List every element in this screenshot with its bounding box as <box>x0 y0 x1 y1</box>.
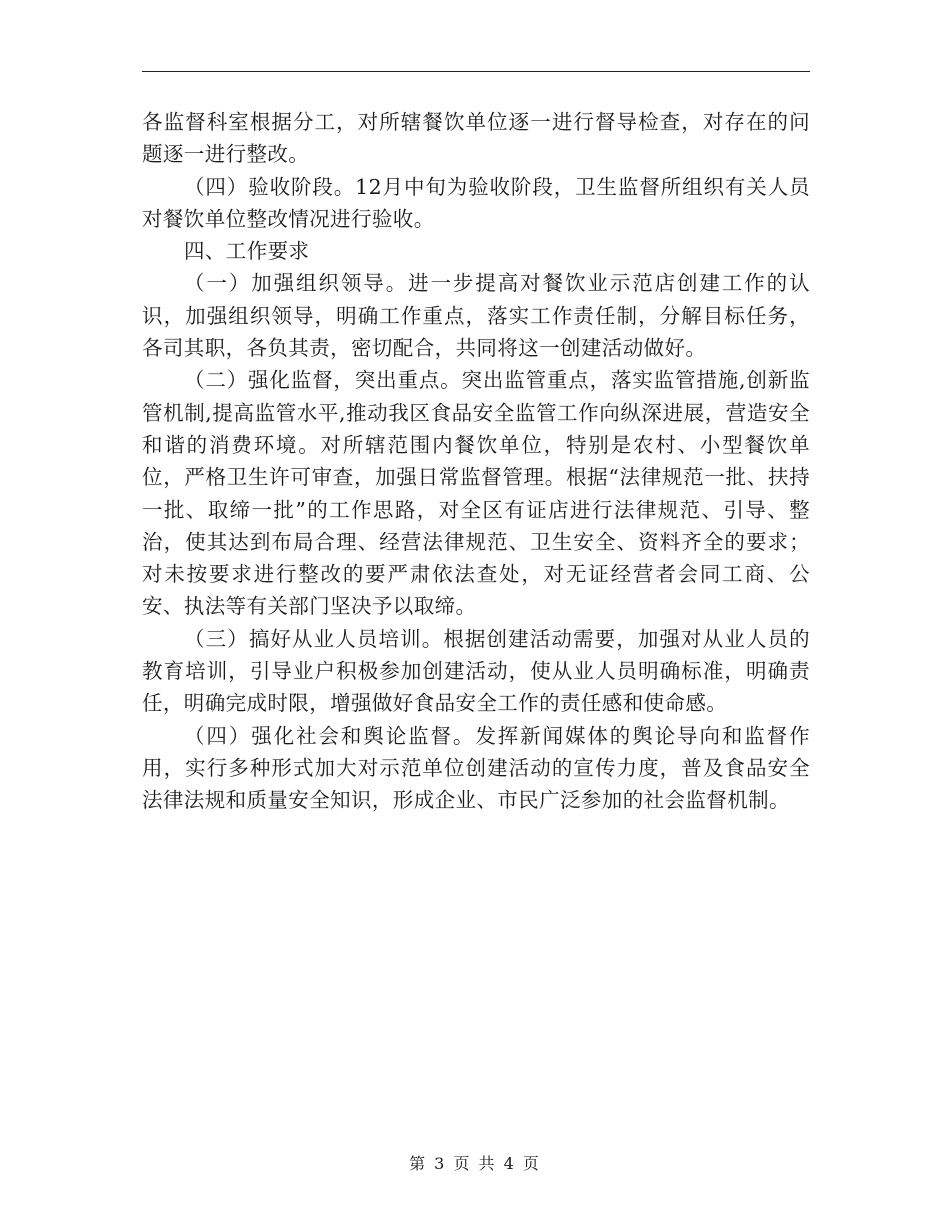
paragraph-strengthen-supervision: （二）强化监督，突出重点。突出监管重点，落实监管措施,创新监管机制,提高监管水平,推动我区食品安全监管工作向纵深进展，营造安全和谐的消费环境。对所辖范围内餐饮单位，特别是农村、小型餐饮单位，严格卫生许可审查，加强日常监督管理。根据“法律规范一批、扶持一批、取缔一批”的工作思路，对全区有证店进行法律规范、引导、整治，使其达到布局合理、经营法律规范、卫生安全、资料齐全的要求；对未按要求进行整改的要严肃依法查处，对无证经营者会同工商、公安、执法等有关部门坚决予以取缔。 <box>142 368 810 619</box>
header-rule <box>142 71 810 72</box>
paragraph-acceptance-stage: （四）验收阶段。12月中旬为验收阶段，卫生监督所组织有关人员对餐饮单位整改情况进行验收。 <box>142 174 810 231</box>
paragraph-organization-leadership: （一）加强组织领导。进一步提高对餐饮业示范店创建工作的认识，加强组织领导，明确工作重点，落实工作责任制，分解目标任务，各司其职，各负其责，密切配合，共同将这一创建活动做好。 <box>142 271 810 361</box>
page-number: 第 3 页 共 4 页 <box>409 1154 541 1173</box>
document-body <box>142 106 810 817</box>
paragraph-public-supervision: （四）强化社会和舆论监督。发挥新闻媒体的舆论导向和监督作用，实行多种形式加大对示范单位创建活动的宣传力度，普及食品安全法律法规和质量安全知识，形成企业、市民广泛参加的社会监督机制。 <box>142 723 810 813</box>
paragraph-continuation: 各监督科室根据分工，对所辖餐饮单位逐一进行督导检查，对存在的问题逐一进行整改。 <box>142 110 810 167</box>
section-heading-work-requirements: 四、工作要求 <box>184 239 310 264</box>
paragraph-staff-training: （三）搞好从业人员培训。根据创建活动需要，加强对从业人员的教育培训，引导业户积极参加创建活动，使从业人员明确标准，明确责任，明确完成时限，增强做好食品安全工作的责任感和使命感。 <box>142 626 810 716</box>
